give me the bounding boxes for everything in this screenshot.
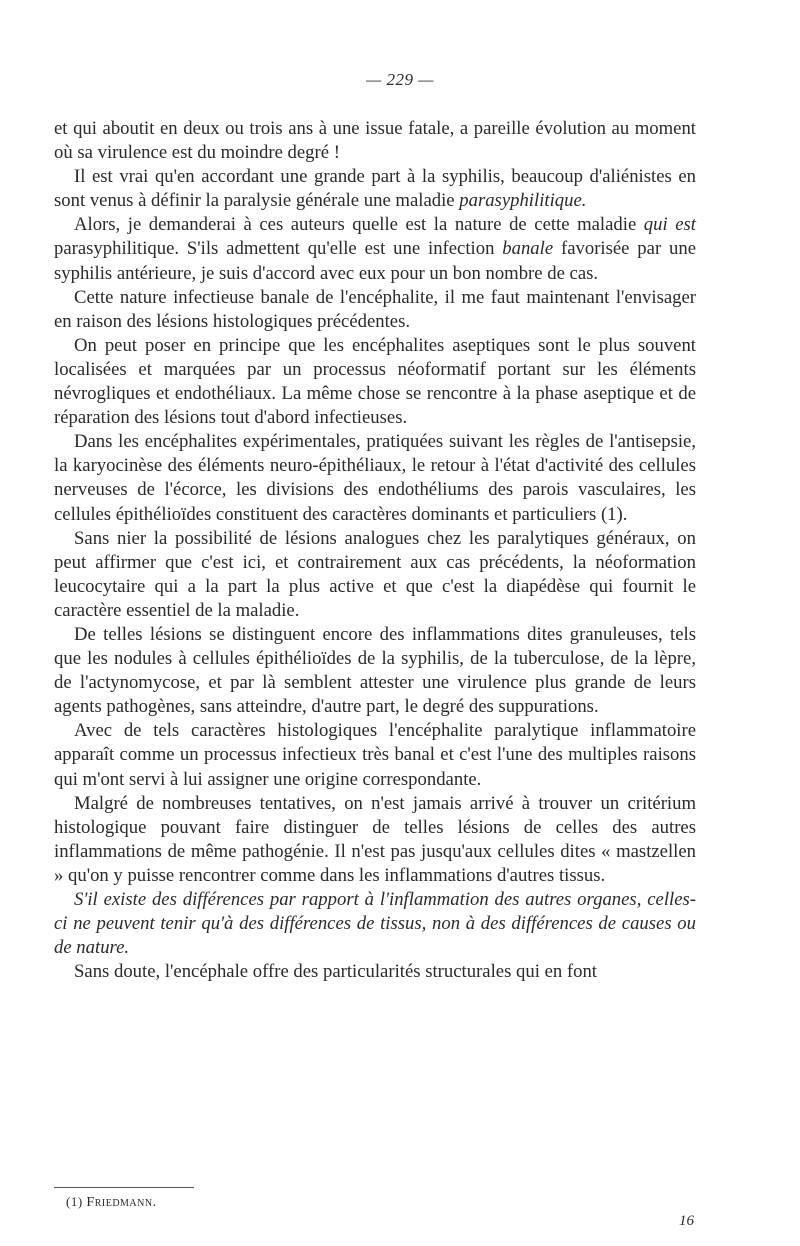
paragraph-3-text-b: parasyphilitique. S'ils admettent qu'elle est une infection <box>54 238 503 260</box>
footnote-divider <box>54 1187 194 1188</box>
paragraph-2-text: Il est vrai qu'en accordant une grande part à la syphilis, beaucoup d'aliénistes en sont venus à définir la paralysie générale une maladie <box>54 166 696 212</box>
paragraph-3-emphasis-1: qui est <box>643 214 696 236</box>
paragraph-12: Sans doute, l'encéphale offre des particularités structurales qui en font <box>74 961 597 983</box>
printer-signature: 16 <box>679 1213 694 1229</box>
paragraph-2 <box>54 165 696 213</box>
footnote-marker: (1) <box>66 1194 83 1209</box>
page-number: — 229 — <box>366 70 434 89</box>
footnote <box>66 1194 157 1211</box>
paragraph-6: Dans les encéphalites expérimentales, pratiquées suivant les règles de l'antisepsie, la karyocinèse des éléments neuro-épithéliaux, le retour à l'état d'activité des cellules nerveuses de l'écorce, les divisions des endothéliums des parois vasculaires, les cellules épithélioïdes constituent des caractères dominants et particuliers (1). <box>54 431 696 525</box>
paragraph-1: et qui aboutit en deux ou trois ans à une issue fatale, a pareille évolution au moment où sa virulence est du moindre degré ! <box>54 118 696 164</box>
paragraph-3-text-c: favorisée par une syphilis antérieure, je suis d'accord avec eux pour un bon nombre de cas. <box>54 238 696 284</box>
body-text <box>54 117 696 984</box>
paragraph-4: Cette nature infectieuse banale de l'encéphalite, il me faut maintenant l'envisager en raison des lésions histologiques précédentes. <box>54 286 696 332</box>
paragraph-7: Sans nier la possibilité de lésions analogues chez les paralytiques généraux, on peut affirmer que c'est ici, et contrairement aux cas précédents, la néoformation leucocytaire qui a la part la plus active et que c'est la diapédèse qui fournit le caractère essentiel de la maladie. <box>54 527 696 621</box>
paragraph-3 <box>54 213 696 285</box>
paragraph-3-text-a: Alors, je demanderai à ces auteurs quelle est la nature de cette maladie <box>74 214 644 236</box>
paragraph-10: Malgré de nombreuses tentatives, on n'est jamais arrivé à trouver un critérium histologique pouvant faire distinguer de telles lésions de celles des autres inflammations de même pathogénie. Il n'est pas jusqu'aux cellules dites « mastzellen » qu'on y puisse rencontrer comme dans les inflammations d'autres tissus. <box>54 792 696 886</box>
paragraph-9: Avec de tels caractères histologiques l'encéphalite paralytique inflammatoire apparaît comme un processus infectieux très banal et c'est l'une des multiples raisons qui m'ont servi à lui assigner une origine correspondante. <box>54 720 696 790</box>
paragraph-5: On peut poser en principe que les encéphalites aseptiques sont le plus souvent localisées et marquées par un processus néoformatif portant sur les éléments névrogliques et endothéliaux. La même chose se rencontre à la phase aseptique et de réparation des lésions tout d'abord infectieuses. <box>54 334 696 429</box>
paragraph-3-emphasis-2: banale <box>502 238 554 260</box>
paragraph-11: S'il existe des différences par rapport à l'inflammation des autres organes, celles-ci ne peuvent tenir qu'à des différences de tissus, non à des différences de causes ou de nature. <box>54 889 696 959</box>
paragraph-2-emphasis: parasyphilitique. <box>459 190 587 212</box>
paragraph-8: De telles lésions se distinguent encore des inflammations dites granuleuses, tels que les nodules à cellules épithélioïdes de la syphilis, de la tuberculose, de la lèpre, de l'actynomycose, et par là semblent attester une virulence plus grande de leurs agents pathogènes, sans atteindre, d'autre part, le degré des suppurations. <box>54 623 696 718</box>
footnote-author: Friedmann. <box>86 1195 157 1210</box>
